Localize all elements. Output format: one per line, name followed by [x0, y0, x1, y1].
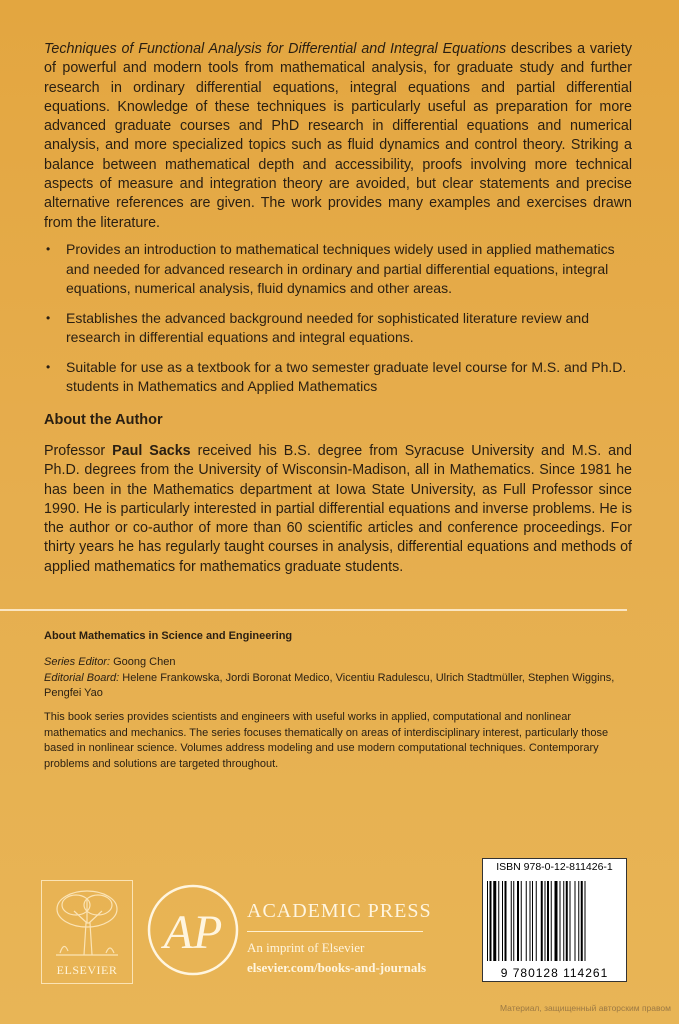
series-editor: Series Editor: Goong Chen [44, 656, 176, 668]
about-author-heading: About the Author [44, 412, 163, 428]
series-heading: About Mathematics in Science and Engineering [44, 630, 293, 642]
barcode-number: 9 780128 114261 [500, 966, 609, 980]
svg-text:AP: AP [163, 906, 223, 959]
list-item: • Suitable for use as a textbook for a two semester graduate level course for M.S. and Ph.D. students in Mathematics and Applied Mathematics [44, 358, 632, 397]
academic-press-monogram-icon [145, 882, 241, 978]
academic-press-title: ACADEMIC PRESS [247, 900, 432, 922]
book-title: Techniques of Functional Analysis for Differential and Integral Equations [44, 41, 507, 57]
barcode-box [482, 858, 627, 982]
publisher-url: elsevier.com/books-and-journals [247, 960, 426, 975]
watermark: Материал, защищенный авторским правом [499, 1003, 671, 1013]
series-editors [44, 655, 632, 702]
isbn-label: ISBN 978-0-12-811426-1 [496, 861, 613, 873]
feature-list [44, 240, 632, 407]
barcode-icon [487, 881, 622, 961]
book-description [44, 40, 632, 233]
elsevier-wordmark: ELSEVIER [56, 963, 118, 977]
description-text: describes a variety of powerful and modern tools from mathematical analysis, for graduate study and further research in ordinary differential equations, integral equations and partial differential equations. Knowledge of these techniques is particularly useful as preparation for more advanced graduate courses and PhD research in differential equations and numerical analysis, and more specialized topics such as fluid dynamics and control theory. Striking a balance between mathematical depth and accessibility, proofs involving more technical aspects of measure and integration theory are avoided, but clear statements and precise alternative references are given. The work provides many examples and exercises drawn from the literature. [44, 41, 632, 231]
academic-press-block [247, 900, 432, 976]
author-name: Paul Sacks [112, 443, 191, 459]
divider [0, 609, 627, 611]
divider [247, 931, 423, 932]
series-description: This book series provides scientists and engineers with useful works in applied, computational and nonlinear mathematics and mechanics. The series focuses thematically on areas of interdisciplinary interest, particularly those based in nonlinear science. Volumes address modeling and use modern computational techniques. Contemporary problems and solutions are targeted throughout. [44, 711, 609, 770]
imprint-text: An imprint of Elsevier [247, 940, 365, 955]
about-author-text: Professor Paul Sacks received his B.S. degree from Syracuse University and M.S. and Ph.D. degrees from the University of Wisconsin-Madison, all in Mathematics. Since 1981 he has been in the Mathematics department at Iowa State University, as Full Professor since 1990. He is particularly interested in partial differential equations and inverse problems. He is the author or co-author of more than 60 scientific articles and conference proceedings. For thirty years he has regularly taught courses in analysis, differential equations and methods of applied mathematics for mathematics graduate students. [44, 443, 632, 575]
list-item: • Establishes the advanced background needed for sophisticated literature review and research in differential equations and integral equations. [44, 309, 632, 348]
elsevier-logo [41, 880, 133, 984]
editorial-board: Editorial Board: Helene Frankowska, Jordi Boronat Medico, Vicentiu Radulescu, Ulrich Stadtmüller, Stephen Wiggins, Pengfei Yao [44, 671, 615, 699]
tree-icon [46, 885, 128, 957]
list-item: • Provides an introduction to mathematical techniques widely used in applied mathematics and needed for advanced research in ordinary and partial differential equations, integral equations, numerical analysis, fluid dynamics and other areas. [44, 240, 632, 299]
